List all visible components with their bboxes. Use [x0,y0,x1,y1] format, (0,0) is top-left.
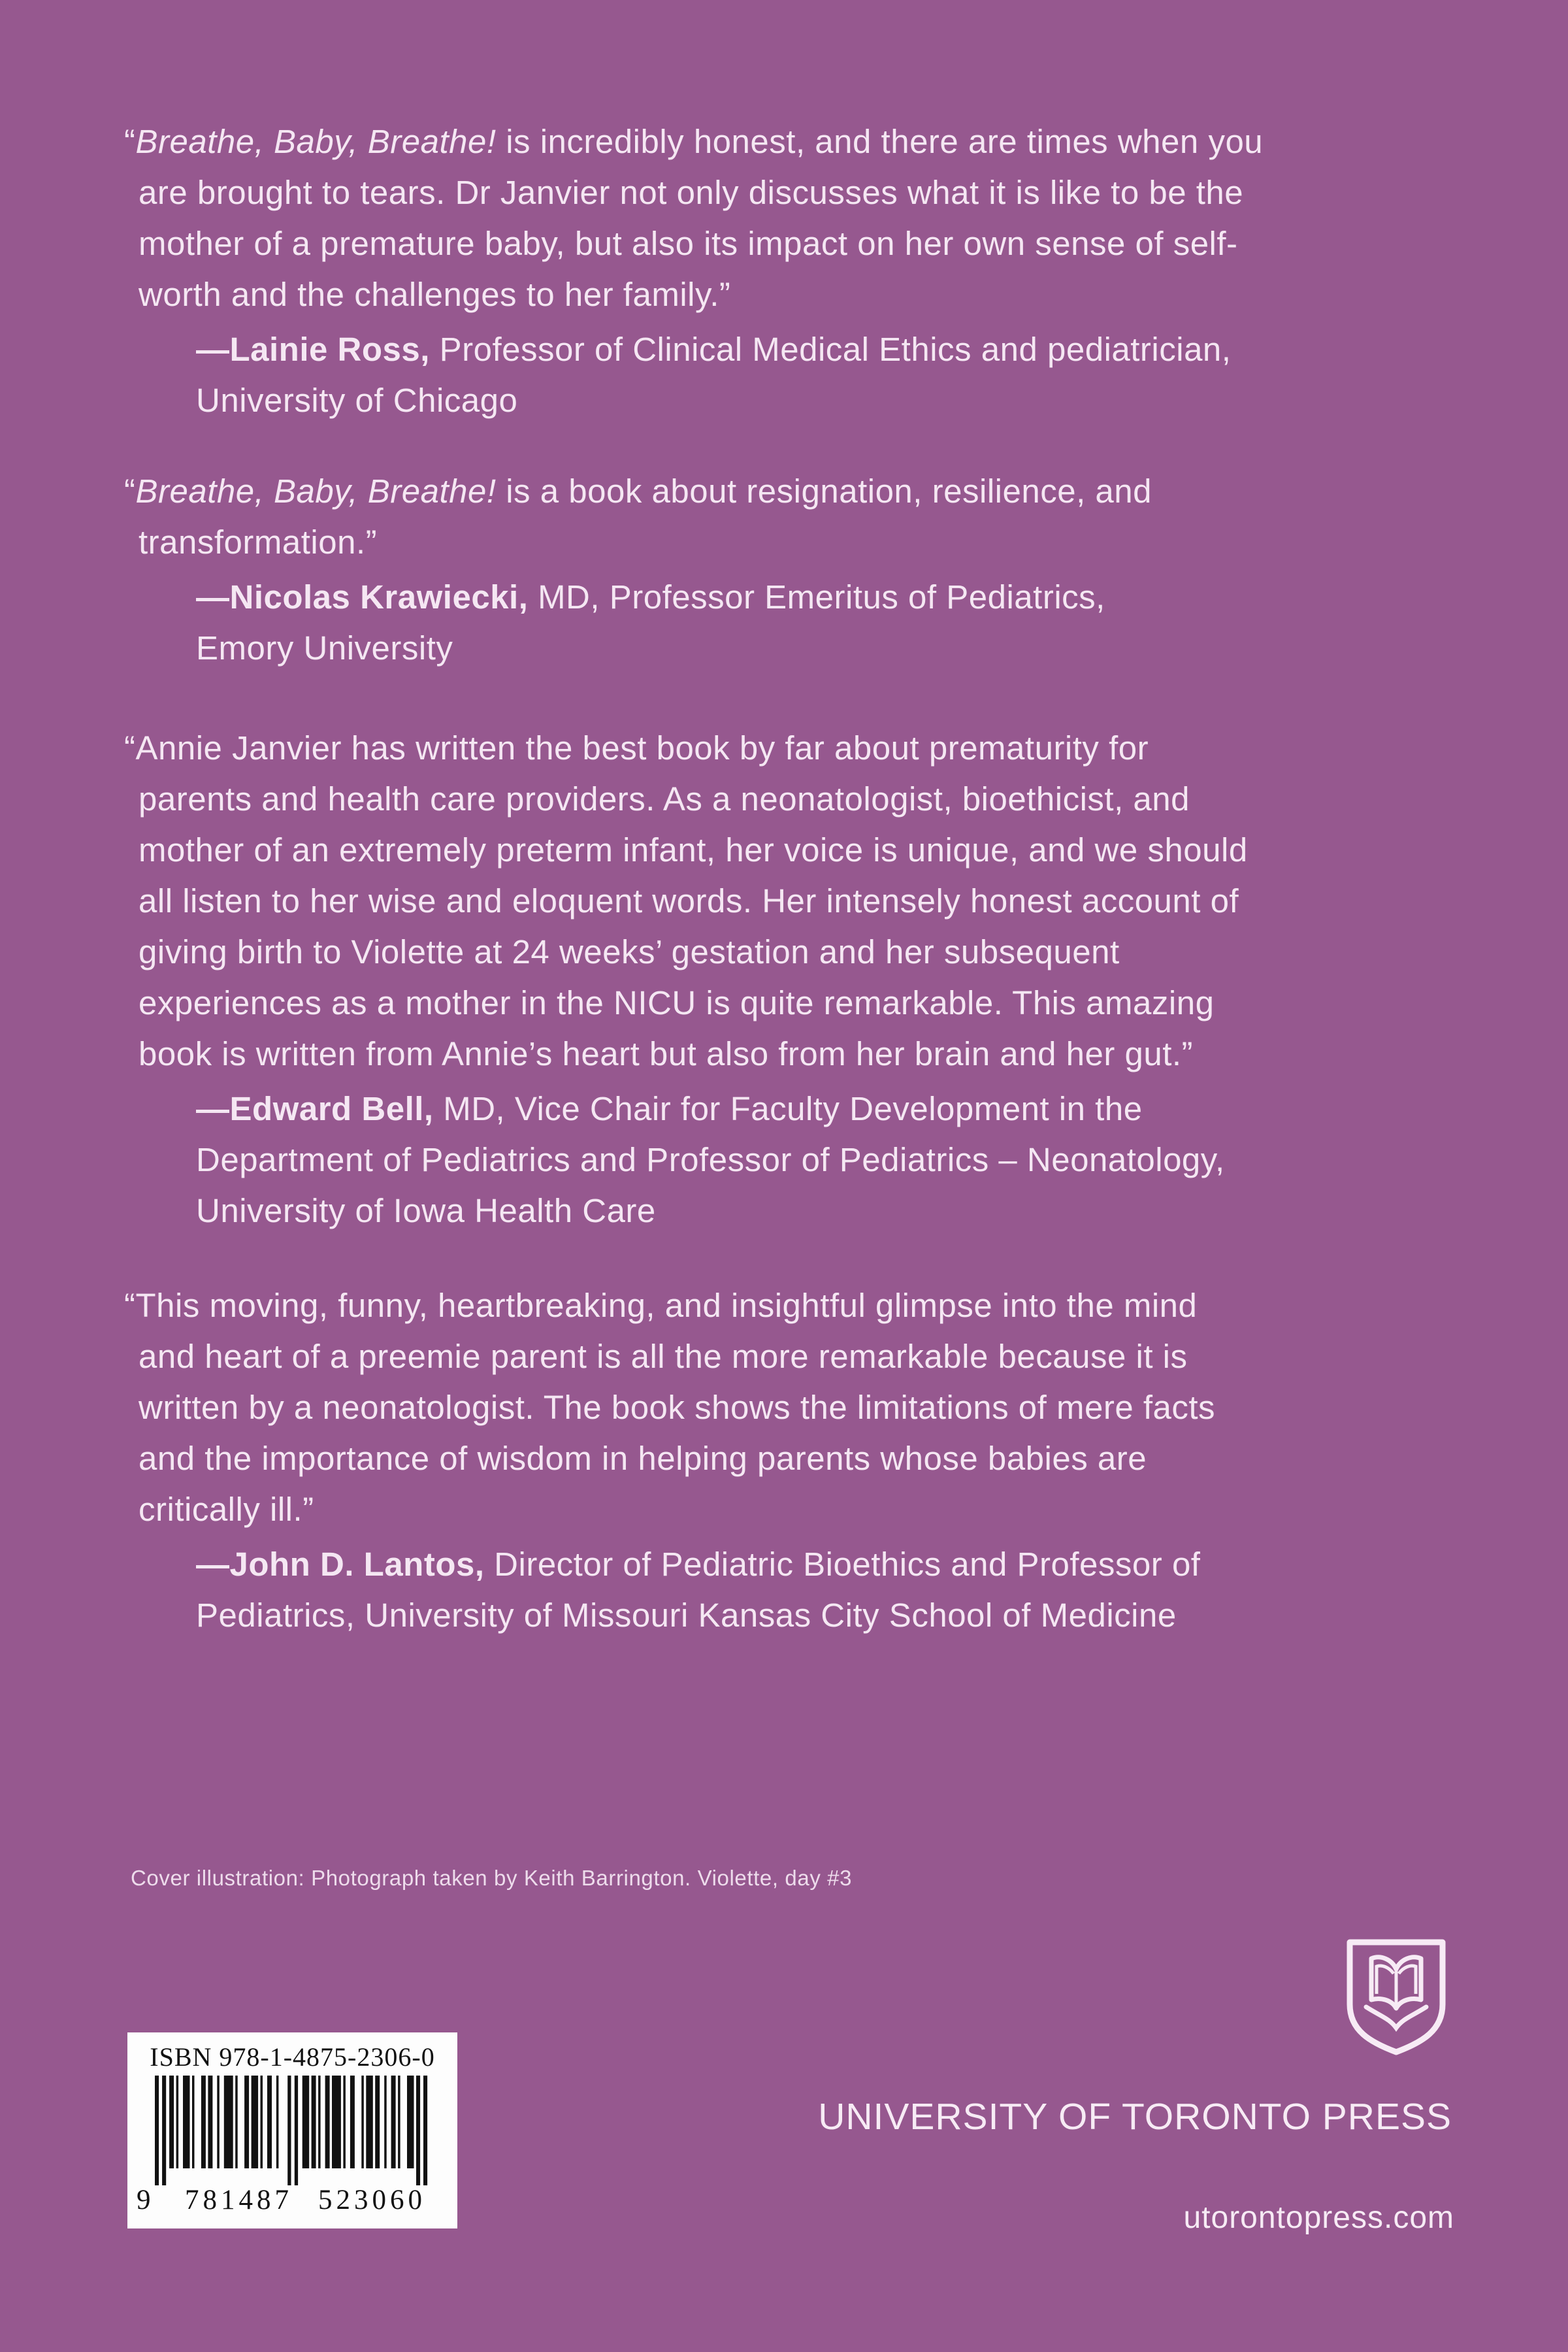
quote-text: This moving, funny, heartbreaking, and insightful glimpse into the mind [135,1287,1198,1324]
quote-line: worth and the challenges to her family.” [139,276,731,313]
book-title-italic: Breathe, Baby, Breathe! [135,472,497,510]
quote-line [124,1280,1490,1331]
quote-attribution [139,572,1490,674]
endorser-name: —Edward Bell, [196,1090,434,1127]
quote-line: are brought to tears. Dr Janvier not only discusses what it is like to be the [139,174,1244,211]
open-quote-mark: “ [124,472,136,510]
attribution-line [139,1539,1490,1590]
endorser-name: —Lainie Ross, [196,331,430,368]
attribution-line: University of Iowa Health Care [196,1192,656,1229]
quote-text: Annie Janvier has written the best book by far about prematurity for [135,729,1149,767]
attribution-line [139,324,1490,375]
endorser-title: Professor of Clinical Medical Ethics and pediatrician, [429,331,1232,368]
quote-attribution [139,1084,1490,1236]
attribution-line: Pediatrics, University of Missouri Kansas City School of Medicine [196,1597,1177,1634]
quote-line: parents and health care providers. As a neonatologist, bioethicist, and [139,780,1190,818]
attribution-line: Department of Pediatrics and Professor of Pediatrics – Neonatology, [196,1141,1225,1178]
isbn-number: ISBN 978-1-4875-2306-0 [150,2042,435,2072]
open-quote-mark: “ [124,123,136,160]
barcode-digit-group-2: 523060 [318,2185,426,2215]
quote-line: and the importance of wisdom in helping parents whose babies are [139,1440,1147,1477]
barcode-digits [127,2184,457,2217]
quote-text: is incredibly honest, and there are times when you [496,123,1264,160]
open-quote-mark: “ [124,1287,136,1324]
utp-shield-book-logo-icon [1344,1936,1448,2058]
endorser-title: Director of Pediatric Bioethics and Professor of [484,1546,1201,1583]
quote-line: critically ill.” [139,1491,314,1528]
barcode-digit-group-1: 781487 [185,2185,293,2215]
ean13-barcode [155,2076,429,2197]
quote-line: written by a neonatologist. The book shows the limitations of mere facts [139,1389,1216,1426]
publisher-name: UNIVERSITY OF TORONTO PRESS [818,2096,1452,2138]
quote-line: and heart of a preemie parent is all the more remarkable because it is [139,1338,1188,1375]
attribution-line [139,1084,1490,1135]
quote-line: transformation.” [139,523,378,561]
endorser-title: MD, Professor Emeritus of Pediatrics, [528,578,1105,616]
quote-line [124,723,1490,774]
attribution-line: University of Chicago [196,382,518,419]
book-title-italic: Breathe, Baby, Breathe! [135,123,497,160]
endorsement-quote-4 [124,1280,1490,1641]
endorsement-quote-2 [124,466,1490,674]
isbn-barcode-box [127,2032,457,2228]
barcode-digit-lead: 9 [137,2185,151,2215]
quote-line: experiences as a mother in the NICU is quite remarkable. This amazing [139,984,1215,1021]
quote-line: book is written from Annie’s heart but also from her brain and her gut.” [139,1035,1194,1072]
endorser-name: —John D. Lantos, [196,1546,485,1583]
endorsement-quote-3 [124,723,1490,1236]
quote-line: giving birth to Violette at 24 weeks’ gestation and her subsequent [139,933,1120,970]
quote-attribution [139,324,1490,426]
open-quote-mark: “ [124,729,136,767]
quote-line: mother of a premature baby, but also its impact on her own sense of self- [139,225,1238,262]
attribution-line: Emory University [196,629,453,667]
publisher-website: utorontopress.com [1183,2200,1454,2235]
endorser-title: MD, Vice Chair for Faculty Development in the [433,1090,1143,1127]
quote-text: is a book about resignation, resilience, and [496,472,1152,510]
quote-line [124,466,1490,517]
cover-illustration-credit: Cover illustration: Photograph taken by Keith Barrington. Violette, day #3 [131,1866,853,1890]
endorsement-quote-1 [124,116,1490,426]
quote-line: all listen to her wise and eloquent words. Her intensely honest account of [139,882,1239,919]
attribution-line [139,572,1490,623]
quote-attribution [139,1539,1490,1641]
endorser-name: —Nicolas Krawiecki, [196,578,529,616]
quote-line: mother of an extremely preterm infant, her voice is unique, and we should [139,831,1248,869]
quote-line [124,116,1490,167]
